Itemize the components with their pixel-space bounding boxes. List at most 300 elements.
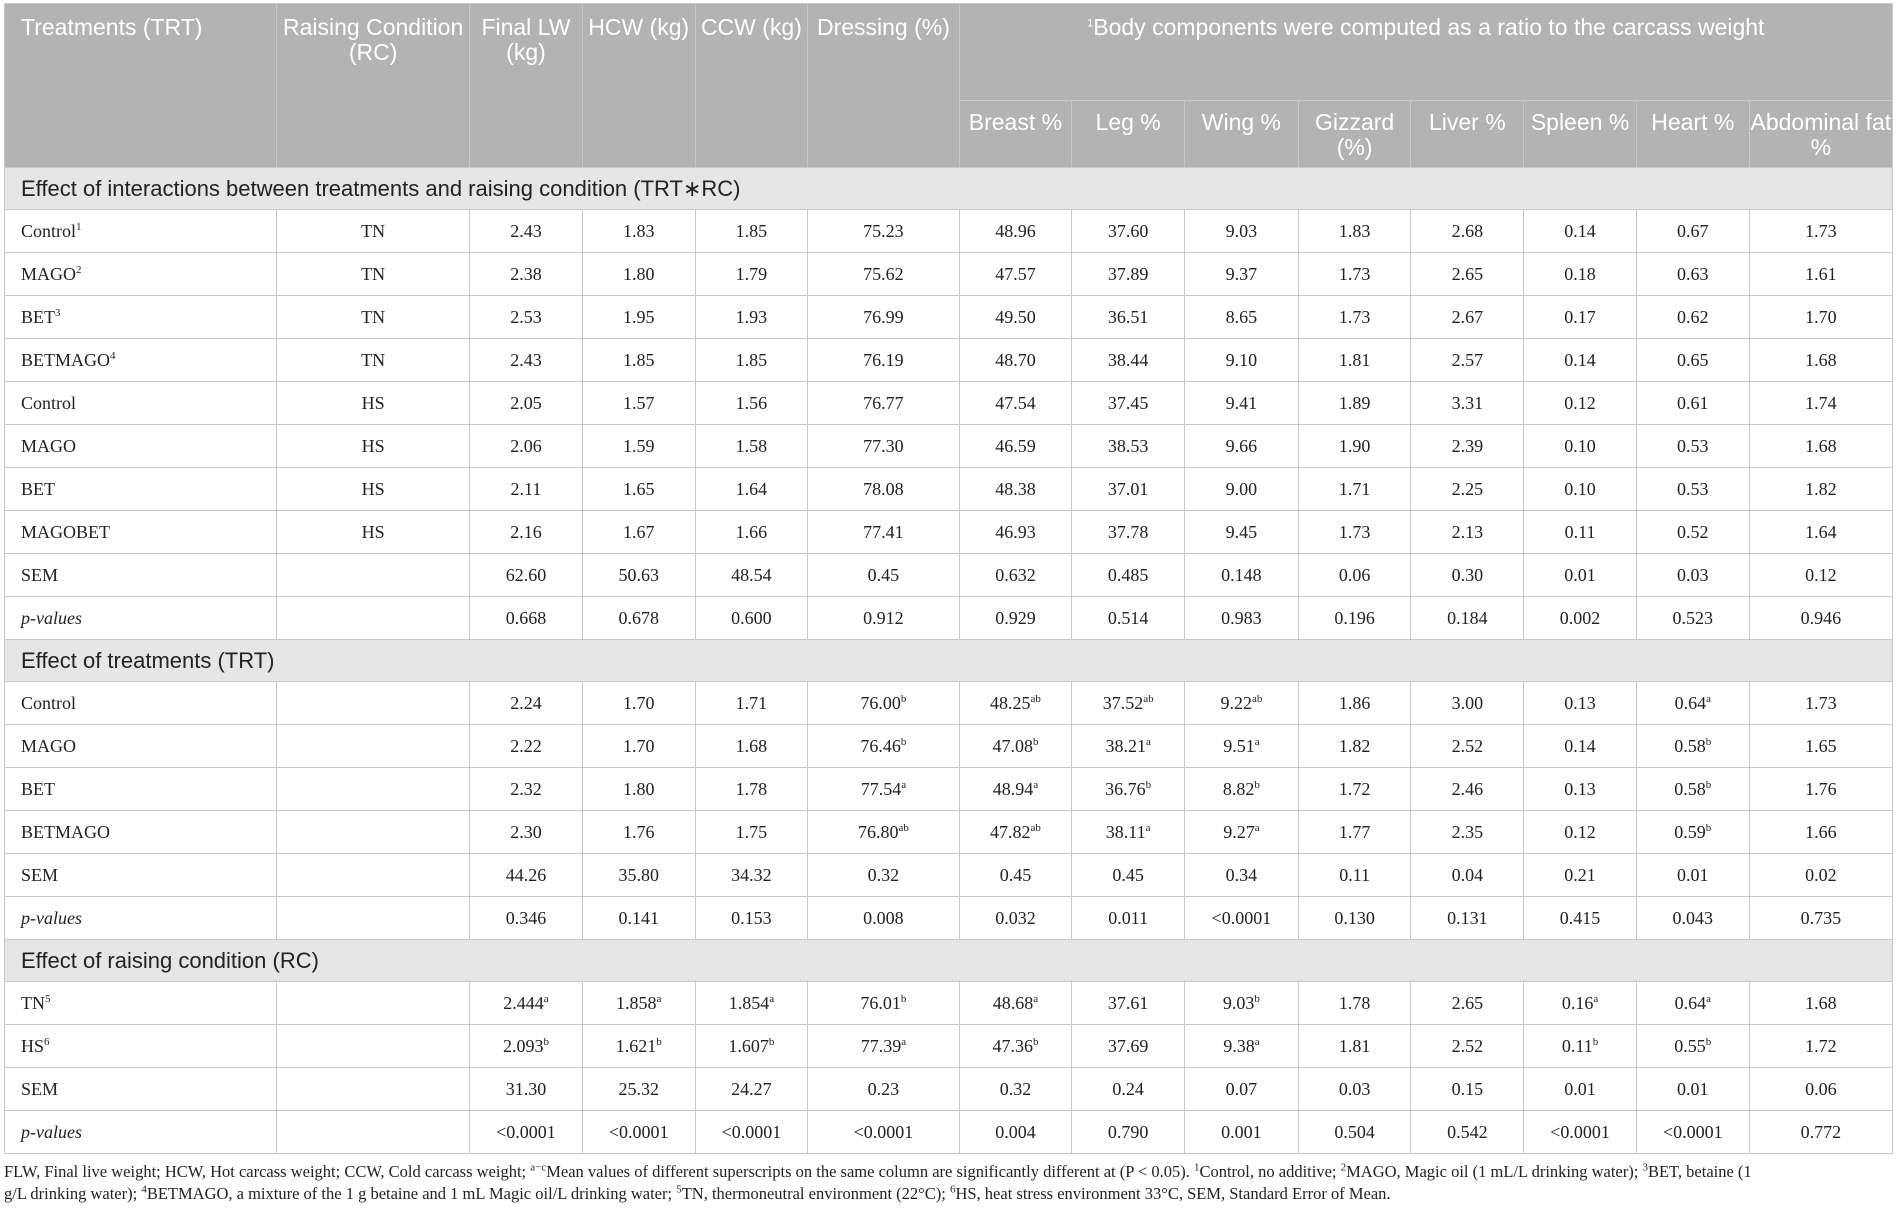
- value-cell: [1524, 811, 1637, 854]
- value-text: 1.70: [1805, 306, 1837, 327]
- value-cell: [1072, 811, 1185, 854]
- value-text: 2.67: [1451, 306, 1484, 327]
- value-cell: [1298, 897, 1411, 940]
- row-label: [5, 897, 277, 940]
- table-row: [5, 339, 1893, 382]
- header-spleen: Spleen %: [1524, 101, 1637, 168]
- footnote-text: g/L drinking water);: [4, 1184, 142, 1203]
- value-text: 76.19: [863, 349, 904, 370]
- value-text: 0.10: [1564, 435, 1596, 456]
- value-cell: [1185, 468, 1299, 511]
- significance-superscript: b: [1254, 992, 1260, 1005]
- value-cell: [1072, 339, 1185, 382]
- row-label: [5, 1111, 277, 1154]
- value-text: 0.65: [1677, 349, 1709, 370]
- value-cell: [470, 897, 583, 940]
- value-text: 9.03: [1225, 220, 1258, 241]
- value-cell: [1072, 982, 1185, 1025]
- value-cell: [695, 682, 808, 725]
- value-text: 0.678: [618, 607, 659, 628]
- value-text: 46.93: [995, 521, 1036, 542]
- value-text: 1.90: [1338, 435, 1371, 456]
- value-cell: [1411, 597, 1524, 640]
- value-cell: [582, 982, 695, 1025]
- row-label-text: MAGOBET: [21, 521, 110, 542]
- value-cell: [1524, 382, 1637, 425]
- value-cell: [582, 897, 695, 940]
- value-cell: [959, 982, 1072, 1025]
- value-text: 9.66: [1225, 435, 1258, 456]
- value-text: 9.51: [1223, 735, 1255, 756]
- value-text: 1.71: [735, 692, 768, 713]
- value-text: 0.772: [1800, 1121, 1842, 1142]
- value-text: 0.24: [1112, 1078, 1144, 1099]
- value-cell: [1749, 382, 1892, 425]
- footnote-line-2: [4, 1183, 1893, 1205]
- row-label-text: Control: [21, 392, 77, 413]
- value-cell: [1185, 897, 1299, 940]
- value-cell: [808, 768, 959, 811]
- value-text: 1.85: [622, 349, 655, 370]
- value-text: 1.82: [1805, 478, 1837, 499]
- value-cell: [1636, 1111, 1749, 1154]
- significance-superscript: a: [1033, 992, 1039, 1005]
- footnote-text: BET, betaine (1: [1647, 1162, 1752, 1181]
- significance-superscript: b: [543, 1035, 549, 1048]
- significance-superscript: b: [1705, 778, 1712, 791]
- row-label: [5, 210, 277, 253]
- value-text: 9.27: [1223, 821, 1255, 842]
- value-cell: [1749, 253, 1892, 296]
- value-cell: [582, 511, 695, 554]
- value-cell: [1411, 982, 1524, 1025]
- value-text: 1.95: [622, 306, 655, 327]
- value-text: 3.00: [1451, 692, 1484, 713]
- value-text: 0.01: [1564, 1078, 1596, 1099]
- value-cell: [1298, 253, 1411, 296]
- value-cell: [1636, 897, 1749, 940]
- value-cell: [1411, 725, 1524, 768]
- raising-condition-cell: [277, 854, 470, 897]
- significance-superscript: b: [1032, 1035, 1039, 1048]
- value-text: 48.96: [995, 220, 1036, 241]
- value-text: 1.76: [1805, 778, 1837, 799]
- value-text: 1.68: [1805, 992, 1837, 1013]
- table-row: [5, 725, 1893, 768]
- raising-condition-cell: [277, 725, 470, 768]
- value-cell: [1524, 682, 1637, 725]
- value-cell: [1411, 811, 1524, 854]
- footnote-text: TN, thermoneutral environment (22°C);: [681, 1184, 950, 1203]
- value-cell: [1636, 382, 1749, 425]
- value-text: 0.52: [1677, 521, 1709, 542]
- value-cell: [582, 682, 695, 725]
- value-text: 0.17: [1564, 306, 1596, 327]
- value-text: 0.45: [867, 564, 900, 585]
- value-text: 76.46: [860, 735, 901, 756]
- table-row: [5, 854, 1893, 897]
- value-cell: [959, 296, 1072, 339]
- value-text: 2.52: [1451, 1035, 1484, 1056]
- value-cell: [1185, 768, 1299, 811]
- value-text: 9.03: [1222, 992, 1255, 1013]
- value-text: 0.16: [1561, 992, 1594, 1013]
- value-cell: [1411, 554, 1524, 597]
- value-cell: [1298, 854, 1411, 897]
- value-cell: [1298, 768, 1411, 811]
- value-text: 0.03: [1677, 564, 1709, 585]
- row-label: [5, 425, 277, 468]
- value-cell: [1072, 1068, 1185, 1111]
- value-text: 2.22: [510, 735, 542, 756]
- table-row: [5, 210, 1893, 253]
- value-text: 9.41: [1225, 392, 1258, 413]
- value-text: 1.72: [1338, 778, 1371, 799]
- value-cell: [1298, 1068, 1411, 1111]
- value-cell: [808, 468, 959, 511]
- value-text: 47.57: [995, 263, 1036, 284]
- value-text: 2.52: [1451, 735, 1484, 756]
- row-footnote-marker: 2: [76, 263, 82, 276]
- value-cell: [1072, 725, 1185, 768]
- value-text: 0.62: [1677, 306, 1709, 327]
- value-text: 1.68: [735, 735, 768, 756]
- value-text: 0.632: [995, 564, 1036, 585]
- value-cell: [808, 210, 959, 253]
- value-cell: [582, 1025, 695, 1068]
- value-cell: [695, 468, 808, 511]
- value-text: 0.514: [1107, 607, 1149, 628]
- value-cell: [1636, 982, 1749, 1025]
- value-cell: [1749, 425, 1892, 468]
- value-text: 0.53: [1677, 435, 1709, 456]
- value-cell: [695, 339, 808, 382]
- row-label-text: SEM: [21, 564, 59, 585]
- raising-condition-cell: [277, 897, 470, 940]
- value-text: 0.12: [1564, 392, 1596, 413]
- value-cell: [1185, 339, 1299, 382]
- value-cell: [1411, 511, 1524, 554]
- value-cell: [695, 982, 808, 1025]
- value-text: 49.50: [995, 306, 1036, 327]
- value-text: 37.61: [1107, 992, 1149, 1013]
- value-text: 0.06: [1338, 564, 1371, 585]
- value-cell: [1636, 768, 1749, 811]
- value-cell: [1636, 682, 1749, 725]
- value-cell: [582, 768, 695, 811]
- row-label: [5, 811, 277, 854]
- row-label: [5, 339, 277, 382]
- value-text: 2.30: [510, 821, 542, 842]
- raising-condition-cell: [277, 811, 470, 854]
- row-footnote-marker: 1: [76, 220, 82, 233]
- row-label: [5, 296, 277, 339]
- value-cell: [695, 554, 808, 597]
- row-label-text: SEM: [21, 1078, 59, 1099]
- row-label: [5, 511, 277, 554]
- value-cell: [582, 1068, 695, 1111]
- value-cell: [959, 897, 1072, 940]
- footnote-marker: 5: [676, 1183, 682, 1196]
- raising-condition-cell: [277, 1025, 470, 1068]
- value-cell: [470, 854, 583, 897]
- table-row: [5, 682, 1893, 725]
- value-cell: [1749, 982, 1892, 1025]
- value-text: 38.11: [1105, 821, 1146, 842]
- value-text: 0.11: [1339, 864, 1371, 885]
- value-text: 37.78: [1107, 521, 1149, 542]
- significance-superscript: b: [900, 992, 907, 1005]
- value-text: 2.06: [510, 435, 542, 456]
- value-text: 0.12: [1805, 564, 1837, 585]
- value-text: 0.001: [1221, 1121, 1262, 1142]
- footnote-text: HS, heat stress environment 33°C, SEM, Standard Error of Mean.: [955, 1184, 1391, 1203]
- table-row: [5, 897, 1893, 940]
- footnote-marker: 2: [1340, 1161, 1347, 1174]
- value-cell: [1749, 296, 1892, 339]
- value-text: 1.68: [1805, 349, 1837, 370]
- table-header: [5, 4, 1893, 168]
- value-text: 1.76: [622, 821, 655, 842]
- value-text: 0.45: [999, 864, 1032, 885]
- value-text: 2.32: [510, 778, 542, 799]
- value-text: 0.67: [1677, 220, 1709, 241]
- value-text: 0.61: [1677, 392, 1709, 413]
- value-text: 36.76: [1105, 778, 1146, 799]
- value-text: 1.81: [1338, 1035, 1371, 1056]
- value-text: 77.30: [863, 435, 904, 456]
- value-cell: [582, 425, 695, 468]
- value-cell: [695, 425, 808, 468]
- row-label: [5, 554, 277, 597]
- value-cell: [1072, 253, 1185, 296]
- value-cell: [808, 682, 959, 725]
- value-cell: [695, 897, 808, 940]
- value-text: 0.13: [1564, 692, 1596, 713]
- value-cell: [1524, 1068, 1637, 1111]
- value-cell: [1411, 1025, 1524, 1068]
- value-cell: [1524, 253, 1637, 296]
- header-treatments: Treatments (TRT): [5, 4, 277, 168]
- value-text: 2.05: [510, 392, 542, 413]
- value-cell: [808, 1025, 959, 1068]
- row-label: [5, 982, 277, 1025]
- value-text: 2.24: [510, 692, 542, 713]
- value-text: 1.73: [1805, 220, 1837, 241]
- value-cell: [1636, 296, 1749, 339]
- value-cell: [1185, 811, 1299, 854]
- value-text: 0.45: [1112, 864, 1144, 885]
- value-text: 2.65: [1451, 992, 1484, 1013]
- value-cell: [1072, 382, 1185, 425]
- value-cell: [1411, 425, 1524, 468]
- value-text: 0.184: [1447, 607, 1488, 628]
- value-text: 0.10: [1564, 478, 1596, 499]
- value-text: 0.15: [1451, 1078, 1484, 1099]
- raising-condition-cell: HS: [277, 382, 470, 425]
- value-cell: [1524, 425, 1637, 468]
- value-cell: [1298, 1111, 1411, 1154]
- value-cell: [1298, 1025, 1411, 1068]
- value-cell: [1072, 425, 1185, 468]
- value-text: 0.59: [1674, 821, 1706, 842]
- significance-superscript: b: [1705, 735, 1712, 748]
- value-text: 0.30: [1451, 564, 1484, 585]
- raising-condition-cell: HS: [277, 425, 470, 468]
- value-text: 1.85: [735, 220, 768, 241]
- value-cell: [808, 511, 959, 554]
- value-cell: [1185, 1111, 1299, 1154]
- value-text: 0.64: [1674, 692, 1707, 713]
- value-cell: [808, 982, 959, 1025]
- value-text: 9.10: [1225, 349, 1258, 370]
- value-cell: [1072, 468, 1185, 511]
- value-cell: [959, 854, 1072, 897]
- value-cell: [1636, 811, 1749, 854]
- value-text: 75.23: [863, 220, 904, 241]
- row-label-text: SEM: [21, 864, 59, 885]
- value-text: 1.66: [1805, 821, 1837, 842]
- value-text: 0.131: [1447, 907, 1488, 928]
- section-header-row: [5, 168, 1893, 210]
- significance-superscript: a: [1145, 735, 1151, 748]
- row-label: [5, 682, 277, 725]
- value-text: 1.56: [735, 392, 768, 413]
- value-text: 0.64: [1674, 992, 1707, 1013]
- value-text: 0.58: [1674, 778, 1706, 799]
- value-cell: [1749, 554, 1892, 597]
- value-text: 48.54: [731, 564, 772, 585]
- value-cell: [1411, 296, 1524, 339]
- value-cell: [582, 597, 695, 640]
- value-cell: [1298, 725, 1411, 768]
- significance-superscript: a: [769, 992, 775, 1005]
- value-cell: [1298, 425, 1411, 468]
- footnote-text: FLW, Final live weight; HCW, Hot carcass weight; CCW, Cold carcass weight;: [4, 1162, 531, 1181]
- value-text: 0.02: [1805, 864, 1837, 885]
- value-cell: [1411, 682, 1524, 725]
- value-cell: [1411, 468, 1524, 511]
- row-label: [5, 854, 277, 897]
- value-cell: [808, 339, 959, 382]
- value-cell: [1411, 210, 1524, 253]
- row-label: [5, 253, 277, 296]
- significance-superscript: a: [1593, 992, 1599, 1005]
- raising-condition-cell: TN: [277, 210, 470, 253]
- value-text: 1.854: [728, 992, 770, 1013]
- value-text: 0.13: [1564, 778, 1596, 799]
- table-row: [5, 253, 1893, 296]
- value-cell: [959, 554, 1072, 597]
- value-cell: [470, 296, 583, 339]
- value-cell: [1185, 854, 1299, 897]
- value-cell: [1072, 511, 1185, 554]
- value-text: 0.008: [863, 907, 904, 928]
- value-cell: [470, 682, 583, 725]
- value-cell: [1185, 1025, 1299, 1068]
- value-cell: [1298, 511, 1411, 554]
- footnote-marker: 1: [1193, 1161, 1200, 1174]
- row-label: [5, 725, 277, 768]
- value-text: 0.043: [1672, 907, 1714, 928]
- value-cell: [695, 382, 808, 425]
- value-text: 0.983: [1221, 607, 1262, 628]
- value-cell: [1185, 296, 1299, 339]
- value-cell: [582, 210, 695, 253]
- value-text: 0.63: [1677, 263, 1709, 284]
- value-text: 1.73: [1338, 306, 1371, 327]
- value-cell: [1636, 554, 1749, 597]
- value-text: 1.607: [728, 1035, 769, 1056]
- value-text: 0.946: [1800, 607, 1842, 628]
- value-text: 37.45: [1107, 392, 1149, 413]
- value-cell: [582, 854, 695, 897]
- value-text: 37.89: [1107, 263, 1149, 284]
- value-cell: [1524, 468, 1637, 511]
- row-footnote-marker: 3: [55, 306, 61, 319]
- value-text: 1.85: [735, 349, 768, 370]
- value-text: 0.790: [1107, 1121, 1149, 1142]
- significance-superscript: a: [656, 992, 662, 1005]
- row-label-text: BETMAGO: [21, 349, 110, 370]
- value-cell: [959, 382, 1072, 425]
- value-cell: [959, 210, 1072, 253]
- significance-superscript: a: [1706, 692, 1711, 705]
- header-breast: Breast %: [959, 101, 1072, 168]
- value-cell: [1298, 339, 1411, 382]
- value-text: 1.77: [1338, 821, 1371, 842]
- table-document: [4, 3, 1893, 1205]
- header-abdominal-fat: Abdominal fat %: [1749, 101, 1892, 168]
- value-text: <0.0001: [496, 1121, 556, 1142]
- section-title: Effect of treatments (TRT): [5, 640, 1893, 682]
- value-text: 0.34: [1225, 864, 1258, 885]
- value-text: 0.11: [1564, 521, 1596, 542]
- value-cell: [1524, 1025, 1637, 1068]
- significance-superscript: a: [1254, 735, 1260, 748]
- value-cell: [1749, 210, 1892, 253]
- value-text: 3.31: [1451, 392, 1484, 413]
- value-text: 0.06: [1805, 1078, 1837, 1099]
- value-cell: [1298, 554, 1411, 597]
- value-cell: [1749, 897, 1892, 940]
- value-text: 1.89: [1338, 392, 1371, 413]
- value-text: 0.004: [995, 1121, 1036, 1142]
- value-cell: [808, 597, 959, 640]
- value-text: 1.68: [1805, 435, 1837, 456]
- significance-superscript: b: [900, 735, 907, 748]
- value-cell: [1524, 854, 1637, 897]
- table-row: [5, 768, 1893, 811]
- value-text: 48.94: [992, 778, 1034, 799]
- value-cell: [1411, 1111, 1524, 1154]
- table-row: [5, 811, 1893, 854]
- raising-condition-cell: [277, 768, 470, 811]
- value-cell: [470, 1111, 583, 1154]
- value-text: 0.01: [1564, 564, 1596, 585]
- value-text: 2.16: [510, 521, 542, 542]
- value-text: 2.46: [1451, 778, 1484, 799]
- value-cell: [695, 511, 808, 554]
- row-label-text: BET: [21, 778, 55, 799]
- value-cell: [1411, 1068, 1524, 1111]
- value-cell: [1185, 725, 1299, 768]
- header-wing: Wing %: [1185, 101, 1299, 168]
- value-text: <0.0001: [853, 1121, 914, 1142]
- value-text: 1.58: [735, 435, 768, 456]
- row-footnote-marker: 4: [110, 349, 116, 362]
- value-cell: [470, 468, 583, 511]
